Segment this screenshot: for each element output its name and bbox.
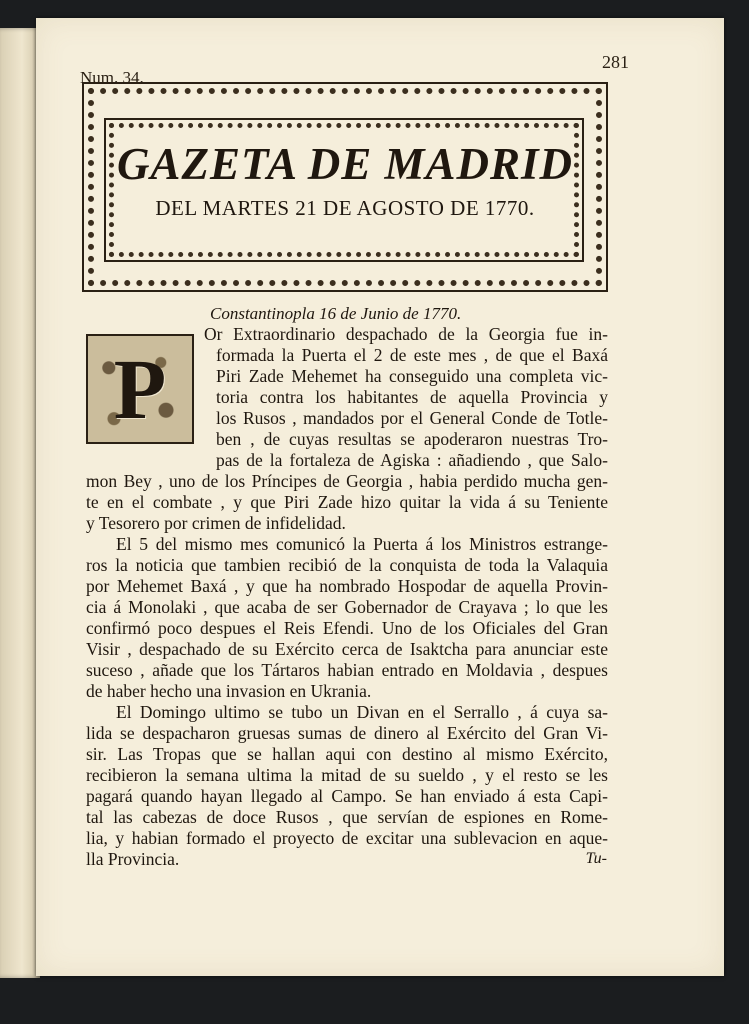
catchword: Tu- xyxy=(585,850,607,867)
body-line: los Rusos , mandados por el General Conde de Totle- xyxy=(216,408,608,428)
gazette-date: DEL MARTES 21 DE AGOSTO DE 1770. xyxy=(155,196,535,220)
body-line: recibieron la semana ultima la mitad de su sueldo , y el resto se les xyxy=(86,765,608,785)
body-line: El Domingo ultimo se tubo un Divan en el Serrallo , á cuya sa- xyxy=(116,702,608,722)
body-line: pagará quando hayan llegado al Campo. Se han enviado á esta Capi- xyxy=(86,786,608,806)
body-line: mon Bey , uno de los Príncipes de Georgia , habia perdido mucha gen- xyxy=(86,471,608,491)
drop-cap-letter: P xyxy=(113,341,167,437)
body-line: lida se despacharon gruesas sumas de dinero al Exército del Gran Vi- xyxy=(86,723,608,743)
body-line: lla Provincia. xyxy=(86,849,180,869)
body-line: confirmó poco despues el Reis Efendi. Uno de los Oficiales del Gran xyxy=(86,618,608,638)
article-dateline: Constantinopla 16 de Junio de 1770. xyxy=(210,304,462,323)
body-line: y Tesorero por crimen de infidelidad. xyxy=(86,513,346,533)
body-line: pas de la fortaleza de Agiska : añadiendo , que Salo- xyxy=(216,450,608,470)
body-line: toria contra los habitantes de aquella Provincia y xyxy=(216,387,608,407)
gazette-title: GAZETA DE MADRID xyxy=(116,139,574,189)
body-line: ros la noticia que tambien recibió de la conquista de toda la Valaquia xyxy=(86,555,608,575)
page-number: 281 xyxy=(602,52,629,72)
body-line: te en el combate , y que Piri Zade hizo quitar la vida á su Teniente xyxy=(86,492,608,512)
body-line: cia á Monolaki , que acaba de ser Gobernador de Crayava ; lo que les xyxy=(86,597,608,617)
body-line: de haber hecho una invasion en Ukrania. xyxy=(86,681,372,701)
body-line: formada la Puerta el 2 de este mes , de que el Baxá xyxy=(216,345,608,365)
body-line: Piri Zade Mehemet ha conseguido una completa vic- xyxy=(216,366,608,386)
body-line: lia, y habian formado el proyecto de excitar una sublevacion en aque- xyxy=(86,828,608,848)
body-line: por Mehemet Baxá , y que ha nombrado Hospodar de aquella Provin- xyxy=(86,576,608,596)
body-line: Or Extraordinario despachado de la Georgia fue in- xyxy=(204,324,608,344)
body-line: El 5 del mismo mes comunicó la Puerta á los Ministros estrange- xyxy=(116,534,608,554)
body-line: Visir , despachado de su Exército cerca de Isaktcha para anunciar este xyxy=(86,639,608,659)
body-line: ben , de cuyas resultas se apoderaron nuestras Tro- xyxy=(216,429,608,449)
left-page-edge xyxy=(0,28,40,978)
ornamental-drop-cap xyxy=(86,334,194,444)
body-line: tal las cabezas de doce Rusos , que servían de espiones en Rome- xyxy=(86,807,608,827)
body-line: sir. Las Tropas que se hallan aqui con destino al mismo Exército, xyxy=(86,744,608,764)
issue-number: Num. 34. xyxy=(80,68,144,87)
body-line: suceso , añade que los Tártaros habian entrado en Moldavia , despues xyxy=(86,660,608,680)
